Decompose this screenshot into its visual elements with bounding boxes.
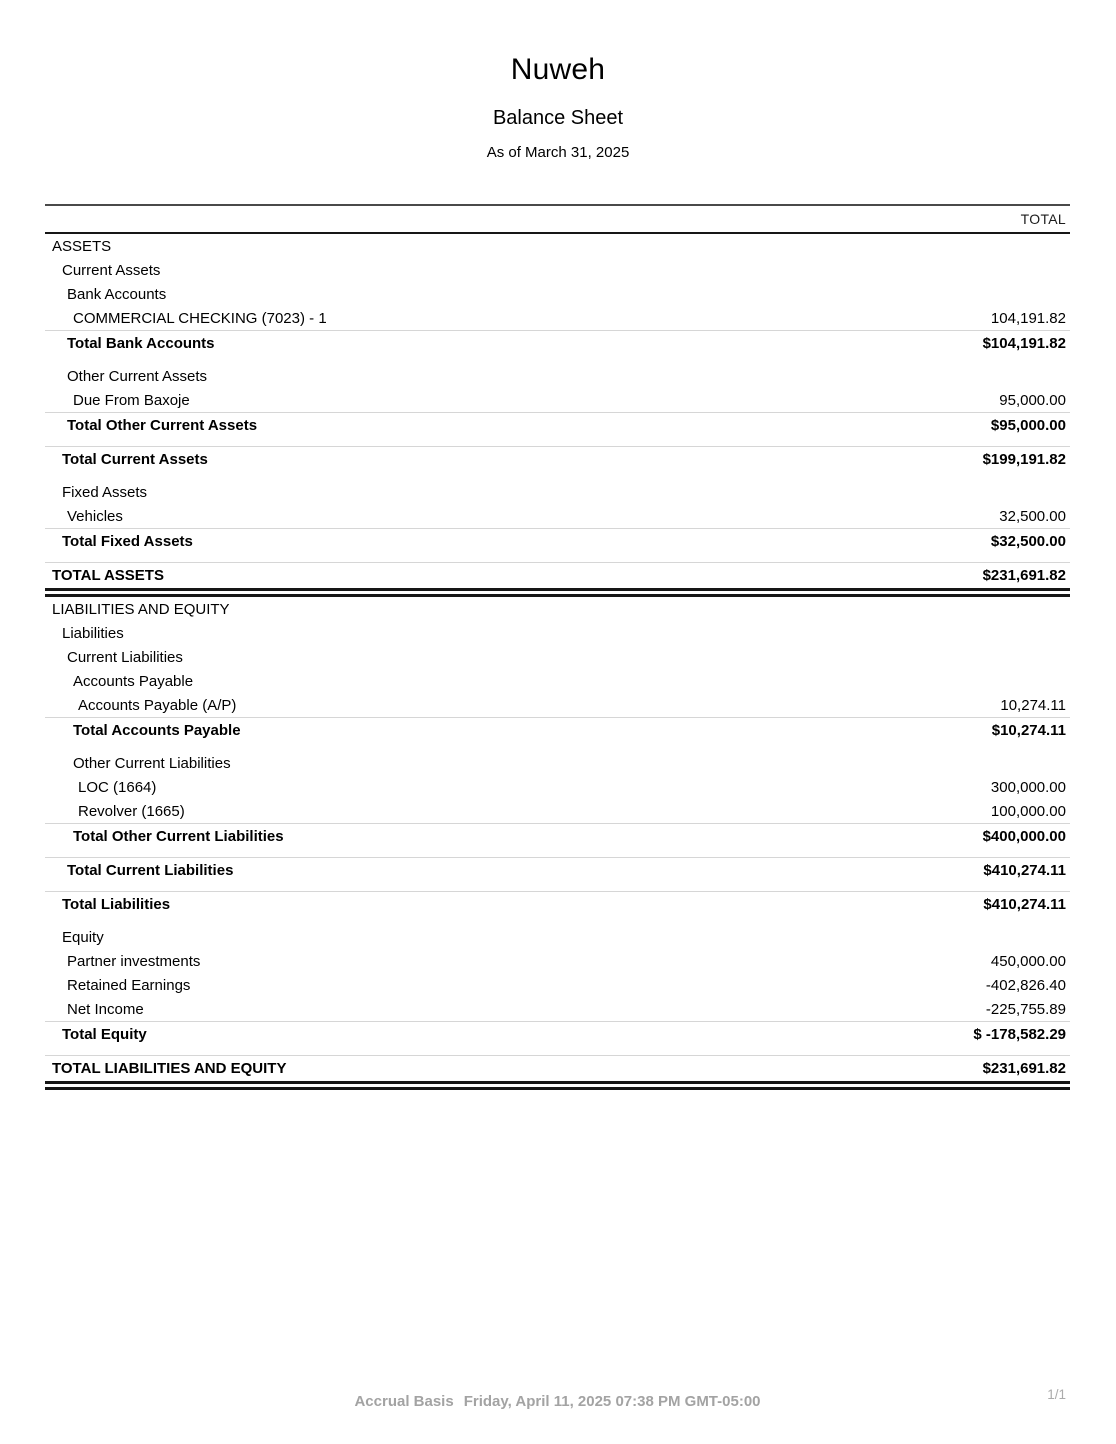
account-label: Total Current Liabilities	[67, 861, 234, 879]
account-label: Total Fixed Assets	[62, 532, 193, 550]
table-row	[45, 330, 1070, 355]
table-row	[45, 693, 1070, 717]
section-end-rule	[45, 1081, 1070, 1090]
account-value: 95,000.00	[999, 391, 1066, 409]
table-row	[45, 504, 1070, 528]
table-row	[45, 388, 1070, 412]
table-row	[45, 669, 1070, 693]
table-row	[45, 997, 1070, 1021]
account-label: Total Bank Accounts	[67, 334, 215, 352]
account-label: Current Liabilities	[67, 648, 183, 666]
account-label: ASSETS	[52, 237, 112, 255]
total-column-header: TOTAL	[1020, 211, 1066, 227]
report-header	[0, 0, 1116, 161]
account-label: Current Assets	[62, 261, 161, 279]
account-value: -225,755.89	[985, 1000, 1066, 1018]
table-row	[45, 1055, 1070, 1080]
report-subtitle: As of March 31, 2025	[486, 144, 630, 161]
table-row	[45, 528, 1070, 553]
table-row	[45, 234, 1070, 258]
account-label: TOTAL ASSETS	[52, 566, 164, 584]
report-title: Balance Sheet	[492, 107, 624, 129]
company-name: Nuweh	[510, 53, 606, 86]
account-value: $400,000.00	[982, 827, 1066, 845]
account-value: 450,000.00	[990, 952, 1066, 970]
table-row	[45, 751, 1070, 775]
account-label: Other Current Liabilities	[73, 754, 231, 772]
account-value: 104,191.82	[990, 309, 1066, 327]
table-row	[45, 823, 1070, 848]
table-row	[45, 891, 1070, 916]
account-value: $231,691.82	[982, 566, 1066, 584]
account-label: Total Other Current Liabilities	[73, 827, 284, 845]
table-row	[45, 364, 1070, 388]
account-label: COMMERCIAL CHECKING (7023) - 1	[73, 309, 327, 327]
account-value: $ -178,582.29	[973, 1025, 1066, 1043]
table-header-row	[45, 204, 1070, 234]
account-value: $10,274.11	[991, 721, 1066, 739]
account-label: Total Liabilities	[62, 895, 171, 913]
account-value: $199,191.82	[982, 450, 1066, 468]
account-value: $95,000.00	[990, 416, 1066, 434]
account-value: $410,274.11	[983, 861, 1066, 879]
table-row	[45, 597, 1070, 621]
accounting-basis: Accrual Basis	[354, 1393, 454, 1410]
account-value: -402,826.40	[985, 976, 1066, 994]
account-value: $32,500.00	[990, 532, 1066, 550]
table-row	[45, 857, 1070, 882]
page-number: 1/1	[1047, 1387, 1066, 1402]
footer	[45, 1386, 1070, 1418]
account-label: Total Current Assets	[62, 450, 208, 468]
account-label: Accounts Payable	[73, 672, 194, 690]
account-value: 300,000.00	[990, 778, 1066, 796]
account-label: Total Equity	[62, 1025, 147, 1043]
table-row	[45, 562, 1070, 587]
account-label: Partner investments	[67, 952, 201, 970]
table-row	[45, 306, 1070, 330]
table-row	[45, 412, 1070, 437]
account-label: Accounts Payable (A/P)	[78, 696, 237, 714]
report-table	[45, 204, 1070, 1090]
account-label: Liabilities	[62, 624, 124, 642]
table-row	[45, 621, 1070, 645]
account-label: Retained Earnings	[67, 976, 191, 994]
account-value: $104,191.82	[982, 334, 1066, 352]
footer-basis-line	[45, 1393, 1070, 1410]
table-row	[45, 775, 1070, 799]
account-label: LOC (1664)	[78, 778, 157, 796]
account-value: 32,500.00	[999, 507, 1066, 525]
account-label: Total Other Current Assets	[67, 416, 258, 434]
account-label: Due From Baxoje	[73, 391, 190, 409]
table-row	[45, 1021, 1070, 1046]
account-value: $231,691.82	[982, 1059, 1066, 1077]
report-timestamp: Friday, April 11, 2025 07:38 PM GMT-05:00	[463, 1393, 761, 1410]
account-label: Vehicles	[67, 507, 123, 525]
account-label: Other Current Assets	[67, 367, 208, 385]
table-row	[45, 480, 1070, 504]
account-label: Equity	[62, 928, 104, 946]
account-label: Total Accounts Payable	[73, 721, 241, 739]
account-label: Net Income	[67, 1000, 144, 1018]
table-row	[45, 925, 1070, 949]
account-label: TOTAL LIABILITIES AND EQUITY	[52, 1059, 287, 1077]
table-row	[45, 949, 1070, 973]
account-value: 100,000.00	[990, 802, 1066, 820]
table-row	[45, 717, 1070, 742]
table-row	[45, 258, 1070, 282]
table-row	[45, 973, 1070, 997]
account-label: Revolver (1665)	[78, 802, 185, 820]
section-end-rule	[45, 588, 1070, 597]
account-label: Fixed Assets	[62, 483, 148, 501]
account-value: 10,274.11	[1000, 696, 1066, 714]
account-label: Bank Accounts	[67, 285, 167, 303]
table-row	[45, 282, 1070, 306]
table-row	[45, 446, 1070, 471]
account-value: $410,274.11	[983, 895, 1066, 913]
table-row	[45, 799, 1070, 823]
table-body	[45, 234, 1070, 1090]
account-label: LIABILITIES AND EQUITY	[52, 600, 230, 618]
table-row	[45, 645, 1070, 669]
